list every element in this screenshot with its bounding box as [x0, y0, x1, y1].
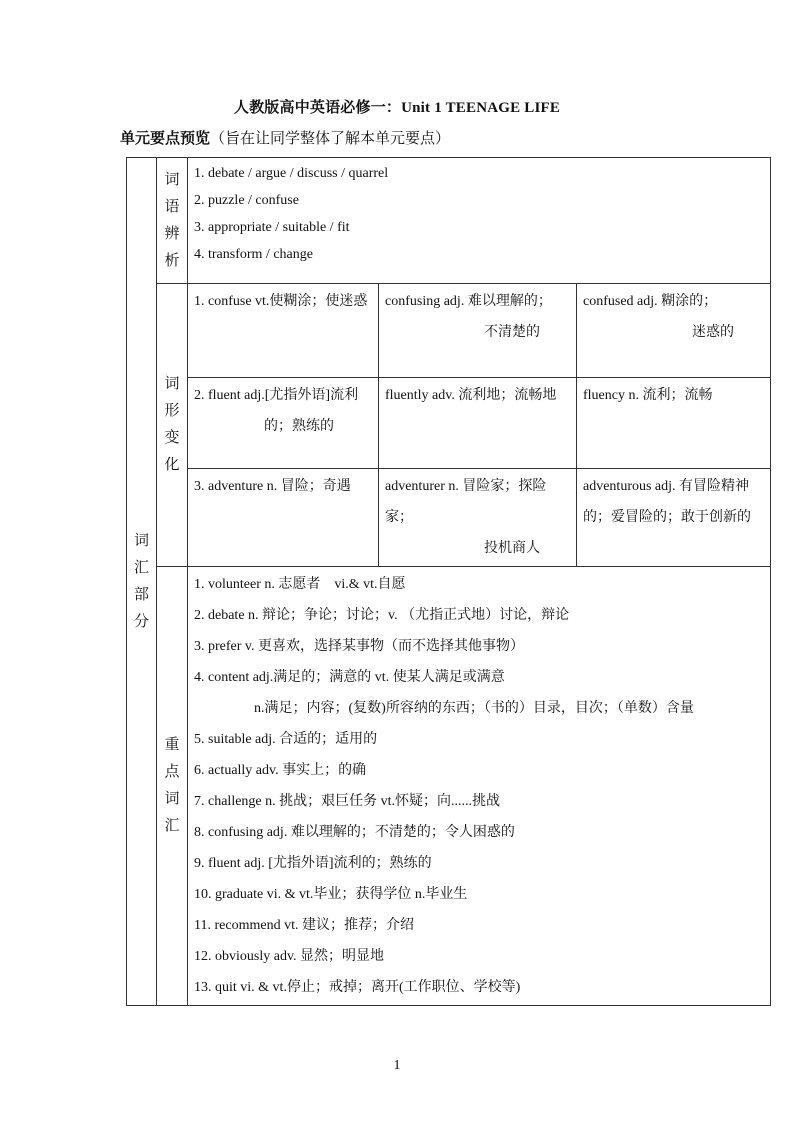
list-item: 7. challenge n. 挑战；艰巨任务 vt.怀疑；向......挑战 [194, 794, 501, 809]
list-item: 13. quit vi. & vt.停止；戒掉；离开(工作职位、学校等) [194, 980, 521, 995]
vocabulary-table [126, 157, 771, 1006]
list-item: 3. appropriate / suitable / fit [194, 220, 350, 235]
list-item: 1. volunteer n. 志愿者 vi.& vt.自愿 [194, 577, 406, 592]
list-item: 8. confusing adj. 难以理解的；不清楚的；令人困惑的 [194, 825, 515, 840]
label-key-vocabulary: 重 点 词 汇 [157, 567, 188, 1006]
label-word-forms: 词 形 变 化 [157, 284, 188, 567]
list-item: 2. puzzle / confuse [194, 193, 299, 208]
list-item: 9. fluent adj. [尤指外语]流利的；熟练的 [194, 856, 432, 871]
form-cell: 2. fluent adj.[尤指外语]流利 的；熟练的 [188, 378, 379, 469]
section-label-vocabulary: 词 汇 部 分 [127, 158, 157, 1006]
key-vocabulary-row [127, 567, 771, 1006]
document-title: 人教版高中英语必修一：Unit 1 TEENAGE LIFE [233, 100, 561, 116]
form-cell: fluently adv. 流利地；流畅地 [379, 378, 577, 469]
page-number: 1 [393, 1058, 401, 1073]
preview-label: 单元要点预览 [120, 131, 211, 147]
list-item: 6. actually adv. 事实上；的确 [194, 763, 367, 778]
forms-row-3 [127, 469, 771, 567]
forms-row-2 [127, 378, 771, 469]
list-item: n.满足；内容；(复数)所容纳的东西；（书的）目录，目次；（单数）含量 [254, 701, 694, 716]
discrimination-list [188, 158, 771, 284]
form-cell: confused adj. 糊涂的； 迷惑的 [577, 284, 771, 378]
list-item: 11. recommend vt. 建议；推荐；介绍 [194, 918, 414, 933]
form-cell: adventurer n. 冒险家；探险家； 投机商人 [379, 469, 577, 567]
preview-note: （旨在让同学整体了解本单元要点） [210, 131, 451, 147]
forms-row-1 [127, 284, 771, 378]
form-cell: 1. confuse vt.使糊涂；使迷惑 [188, 284, 379, 378]
list-item: 1. debate / argue / discuss / quarrel [194, 166, 389, 181]
list-item: 12. obviously adv. 显然；明显地 [194, 949, 385, 964]
label-word-discrimination: 词 语 辨 析 [157, 158, 188, 284]
list-item: 2. debate n. 辩论；争论；讨论；v. （尤指正式地）讨论，辩论 [194, 608, 570, 623]
list-item: 10. graduate vi. & vt.毕业；获得学位 n.毕业生 [194, 887, 468, 902]
unit-preview-heading [120, 127, 450, 148]
form-cell: adventurous adj. 有冒险精神的；爱冒险的；敢于创新的 [577, 469, 771, 567]
key-vocabulary-list [188, 567, 771, 1006]
form-cell: fluency n. 流利；流畅 [577, 378, 771, 469]
list-item: 4. transform / change [194, 247, 313, 262]
list-item: 4. content adj.满足的；满意的 vt. 使某人满足或满意 [194, 670, 505, 685]
list-item: 5. suitable adj. 合适的；适用的 [194, 732, 378, 747]
discrimination-row [127, 158, 771, 284]
form-cell: confusing adj. 难以理解的； 不清楚的 [379, 284, 577, 378]
list-item: 3. prefer v. 更喜欢，选择某事物（而不选择其他事物） [194, 639, 525, 654]
form-cell: 3. adventure n. 冒险；奇遇 [188, 469, 379, 567]
